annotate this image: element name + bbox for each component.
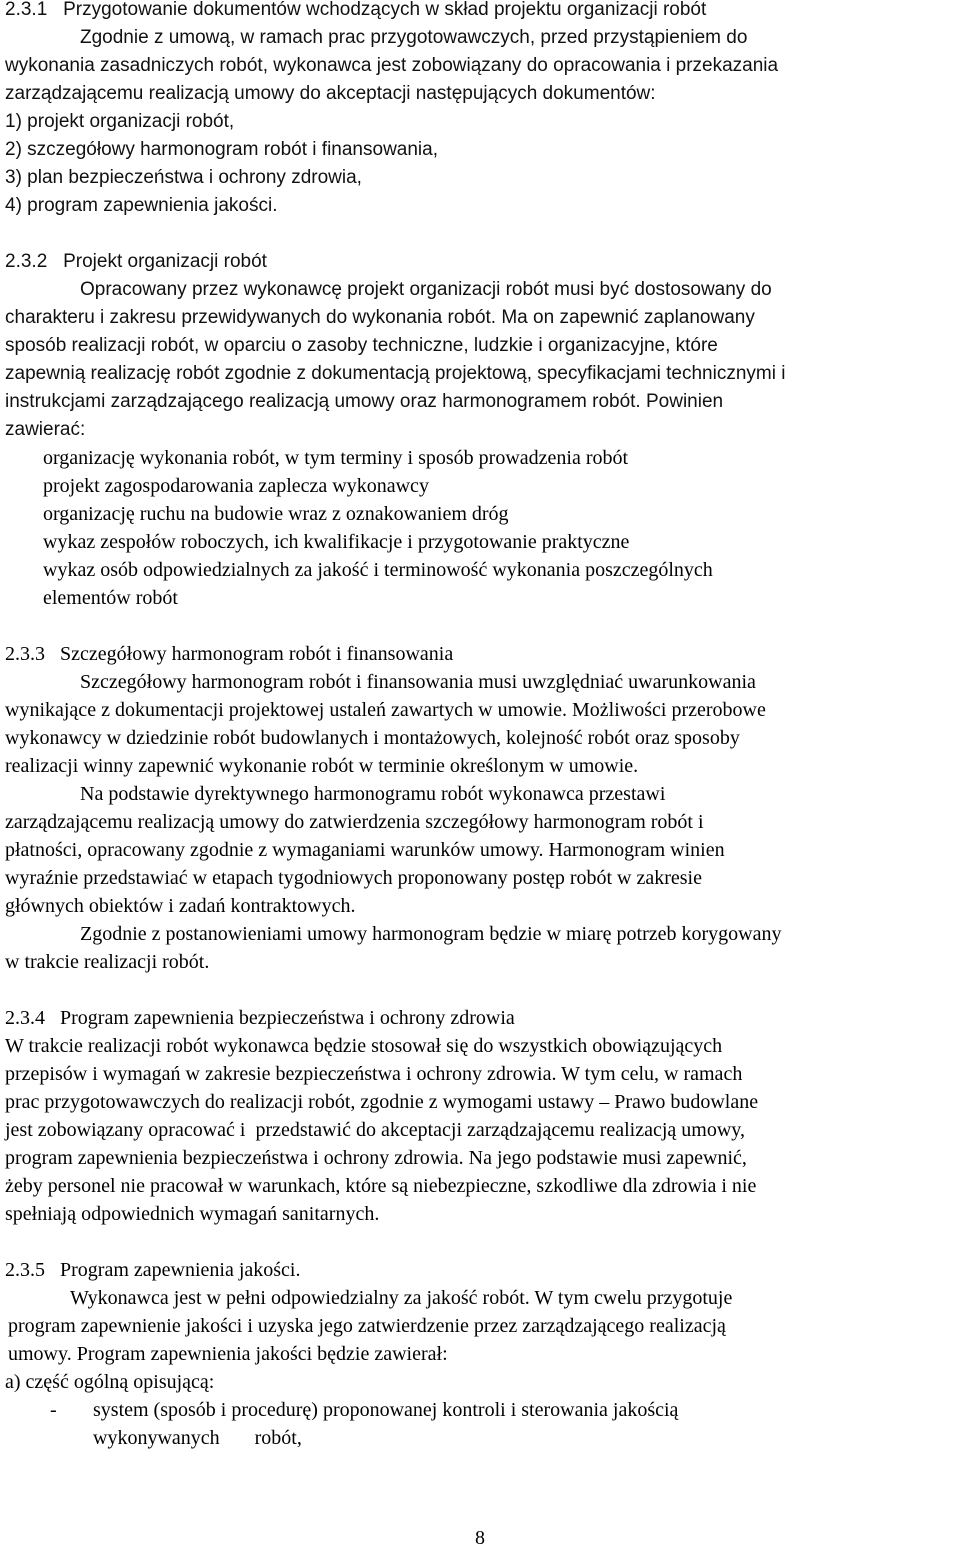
section-heading: 2.3.5 Program zapewnienia jakości.: [5, 1259, 301, 1281]
section-2-3-5: [5, 1256, 960, 1452]
paragraph-line: prac przygotowawczych do realizacji robót, zgodnie z wymogami ustawy – Prawo budowlane: [5, 1091, 759, 1113]
section-2-3-3: [5, 640, 960, 976]
list-item: 2) szczegółowy harmonogram robót i finansowania,: [5, 139, 438, 160]
section-2-3-1: [5, 0, 960, 220]
list-item: organizację ruchu na budowie wraz z oznakowaniem dróg: [43, 503, 509, 525]
list-item: elementów robót: [43, 587, 178, 609]
list-item: wykaz zespołów roboczych, ich kwalifikacje i przygotowanie praktyczne: [43, 531, 630, 553]
paragraph-line: Opracowany przez wykonawcę projekt organizacji robót musi być dostosowany do: [80, 279, 772, 300]
paragraph-line: wyraźnie przedstawiać w etapach tygodniowych proponowany postęp robót w zakresie: [5, 867, 702, 889]
section-heading: 2.3.2 Projekt organizacji robót: [5, 251, 267, 272]
section-2-3-2-list: [5, 444, 960, 612]
paragraph-line: płatności, opracowany zgodnie z wymaganiami warunków umowy. Harmonogram winien: [5, 839, 725, 861]
list-item: organizację wykonania robót, w tym terminy i sposób prowadzenia robót: [43, 447, 629, 469]
paragraph-line: głównych obiektów i zadań kontraktowych.: [5, 895, 356, 917]
dash-marker: -: [50, 1399, 57, 1421]
dash-list-item: [5, 1396, 960, 1424]
list-item-text: wykonywanych robót,: [93, 1427, 302, 1449]
list-item: a) część ogólną opisującą:: [5, 1371, 215, 1393]
section-heading: 2.3.1 Przygotowanie dokumentów wchodzących w skład projektu organizacji robót: [5, 0, 707, 20]
paragraph-line: umowy. Program zapewnienia jakości będzie zawierał:: [8, 1343, 448, 1365]
paragraph-line: żeby personel nie pracował w warunkach, które są niebezpieczne, szkodliwe dla zdrowia i nie: [5, 1175, 757, 1197]
paragraph-line: w trakcie realizacji robót.: [5, 951, 210, 973]
paragraph-line: zawierać:: [5, 419, 86, 440]
paragraph-line: zarządzającemu realizacją umowy do zatwierdzenia szczegółowy harmonogram robót i: [5, 811, 704, 833]
paragraph-line: instrukcjami zarządzającego realizacją umowy oraz harmonogramem robót. Powinien: [5, 391, 724, 412]
list-item: 3) plan bezpieczeństwa i ochrony zdrowia,: [5, 167, 362, 188]
page-number: 8: [475, 1527, 485, 1549]
paragraph-line: W trakcie realizacji robót wykonawca będzie stosował się do wszystkich obowiązujących: [5, 1035, 723, 1057]
paragraph-line: realizacji winny zapewnić wykonanie robót w terminie określonym w umowie.: [5, 755, 639, 777]
paragraph-line: wynikające z dokumentacji projektowej ustaleń zawartych w umowie. Możliwości przerobowe: [5, 699, 766, 721]
list-item: wykaz osób odpowiedzialnych za jakość i terminowość wykonania poszczególnych: [43, 559, 713, 581]
list-item: projekt zagospodarowania zaplecza wykonawcy: [43, 475, 429, 497]
section-2-3-2: [5, 248, 960, 444]
list-item: 4) program zapewnienia jakości.: [5, 195, 278, 216]
paragraph-line: Na podstawie dyrektywnego harmonogramu robót wykonawca przestawi: [80, 783, 666, 805]
paragraph-line: Wykonawca jest w pełni odpowiedzialny za jakość robót. W tym cwelu przygotuje: [70, 1287, 733, 1309]
section-2-3-4: [5, 1004, 960, 1228]
list-item: 1) projekt organizacji robót,: [5, 111, 235, 132]
paragraph-line: zapewnią realizację robót zgodnie z dokumentacją projektową, specyfikacjami technicznymi i: [5, 363, 786, 384]
document-page: [5, 0, 960, 1452]
paragraph-line: charakteru i zakresu przewidywanych do wykonania robót. Ma on zapewnić zaplanowany: [5, 307, 755, 328]
paragraph-line: przepisów i wymagań w zakresie bezpieczeństwa i ochrony zdrowia. W tym celu, w ramach: [5, 1063, 743, 1085]
paragraph-line: zarządzającemu realizacją umowy do akceptacji następujących dokumentów:: [5, 83, 656, 104]
paragraph-line: program zapewnienie jakości i uzyska jego zatwierdzenie przez zarządzającego realizacją: [8, 1315, 726, 1337]
paragraph-line: jest zobowiązany opracować i przedstawić do akceptacji zarządzającemu realizacją umowy,: [5, 1119, 745, 1141]
paragraph-line: wykonawcy w dziedzinie robót budowlanych i montażowych, kolejność robót oraz sposoby: [5, 727, 740, 749]
section-heading: 2.3.4 Program zapewnienia bezpieczeństwa i ochrony zdrowia: [5, 1007, 515, 1029]
paragraph-line: Zgodnie z umową, w ramach prac przygotowawczych, przed przystąpieniem do: [80, 27, 748, 48]
paragraph-line: wykonania zasadniczych robót, wykonawca jest zobowiązany do opracowania i przekazania: [5, 55, 779, 76]
list-item-text: system (sposób i procedurę) proponowanej kontroli i sterowania jakością: [93, 1399, 679, 1421]
section-heading: 2.3.3 Szczegółowy harmonogram robót i finansowania: [5, 643, 454, 665]
paragraph-line: program zapewnienia bezpieczeństwa i ochrony zdrowia. Na jego podstawie musi zapewnić,: [5, 1147, 747, 1169]
paragraph-line: Szczegółowy harmonogram robót i finansowania musi uwzględniać uwarunkowania: [80, 671, 756, 693]
paragraph-line: sposób realizacji robót, w oparciu o zasoby techniczne, ludzkie i organizacyjne, które: [5, 335, 718, 356]
paragraph-line: spełniają odpowiednich wymagań sanitarnych.: [5, 1203, 380, 1225]
paragraph-line: Zgodnie z postanowieniami umowy harmonogram będzie w miarę potrzeb korygowany: [80, 923, 782, 945]
